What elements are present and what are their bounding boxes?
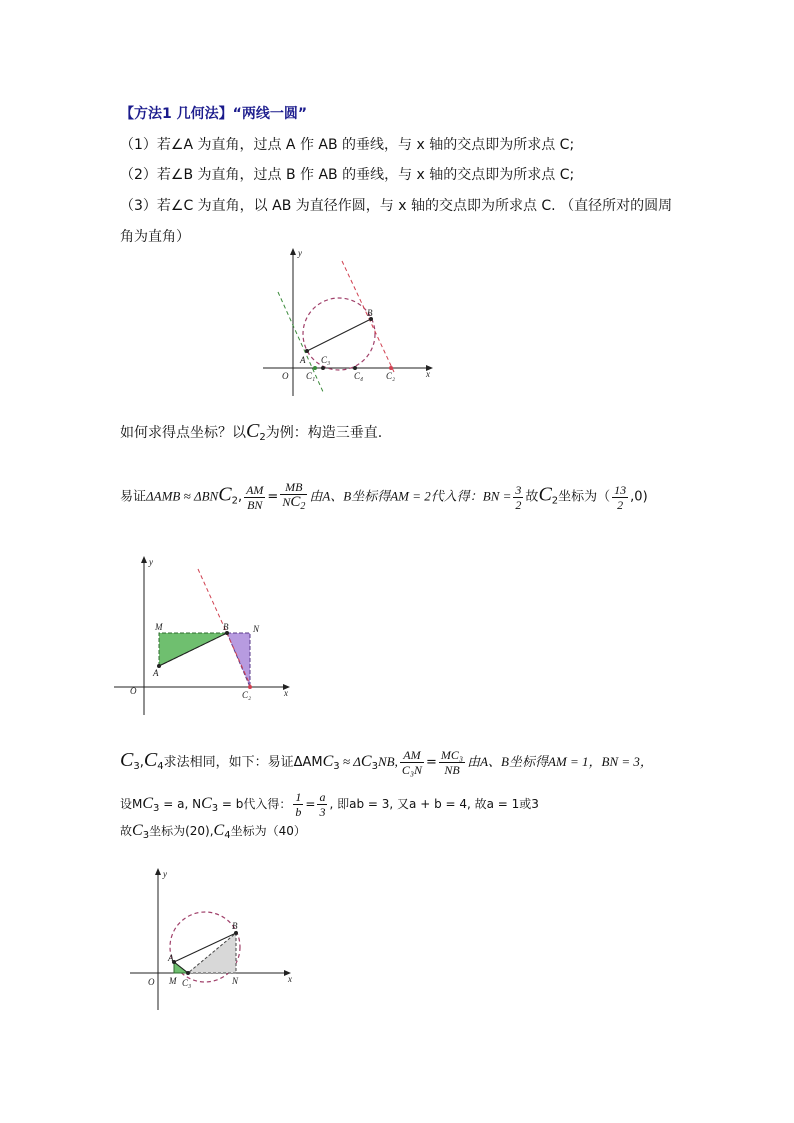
label-c3: C₃	[321, 355, 331, 365]
svg-text:M: M	[169, 976, 177, 986]
svg-text:C₃: C₃	[182, 978, 192, 988]
how-to-text: 如何求得点坐标？以	[120, 425, 246, 441]
proof-line-3: 设$MC_3 = a$, $NC_3 = b$代入得： $\frac{1}{b}$ = $\frac{a}{3}$ , 即ab = 3, 又a + b = 4, 故a = 1或3	[120, 790, 539, 819]
item-3-cont: 角为直角）	[120, 229, 190, 245]
section-heading: 【方法1 几何法】“两线一圆”	[120, 106, 308, 122]
svg-text:C₂: C₂	[242, 690, 252, 700]
svg-text:A: A	[153, 668, 159, 678]
svg-text:N: N	[232, 976, 239, 986]
point-c3	[321, 366, 325, 370]
svg-text:y: y	[163, 869, 167, 879]
svg-text:B: B	[223, 622, 229, 632]
point-c4	[353, 366, 357, 370]
conclusion-line: 故$C_3$坐标为$(20),C_4$坐标为（40）	[120, 822, 306, 841]
label-c2: C₂	[386, 371, 396, 381]
svg-text:x: x	[288, 974, 292, 984]
x-label: x	[426, 369, 430, 379]
svg-text:A: A	[168, 953, 174, 963]
svg-text:x: x	[284, 688, 288, 698]
item-1: （1）若∠A 为直角，过点 A 作 AB 的垂线，与 x 轴的交点即为所求点 C;	[120, 137, 575, 153]
how-to-line: 如何求得点坐标？以$C_2$为例：构造三垂直.	[120, 420, 383, 443]
item-3: （3）若∠C 为直角，以 AB 为直径作圆，与 x 轴的交点即为所求点 C. （直径所对的圆周	[120, 198, 673, 214]
svg-text:O: O	[130, 686, 137, 696]
label-c1: C₁	[306, 371, 316, 381]
svg-text:y: y	[149, 557, 153, 567]
point-c2	[389, 366, 393, 370]
svg-text:N: N	[253, 624, 260, 634]
point-c1	[313, 366, 317, 370]
triangle-bnc3	[188, 933, 236, 973]
segment-ab	[307, 319, 371, 351]
figure-three-perpendicular	[112, 553, 302, 718]
figure-c3	[128, 865, 303, 1013]
proof-line-1: 易证$\Delta AMB \approx \Delta BNC_2$, $\frac{AM}{BN}$ = $\frac{MB}{NC_2}$ 由A、B坐标得AM = 2代入得：BN = $\frac{3}{2}$ 故$C_2$坐标为（ $\frac{13}{2}$ ,0)	[120, 480, 648, 512]
svg-text:B: B	[232, 921, 238, 931]
label-a: A	[300, 355, 306, 365]
origin-label: O	[282, 371, 289, 381]
label-c4: C₄	[354, 371, 364, 381]
point-a	[305, 349, 309, 353]
y-arrow	[290, 248, 296, 255]
item-2: （2）若∠B 为直角，过点 B 作 AB 的垂线，与 x 轴的交点即为所求点 C;	[120, 167, 575, 183]
svg-text:M: M	[155, 622, 163, 632]
y-label: y	[298, 248, 302, 258]
figure-two-lines-one-circle	[258, 246, 438, 402]
label-b: B	[367, 308, 373, 318]
svg-text:O: O	[148, 977, 155, 987]
proof-line-2: $C_3,C_4$求法相同，如下：易证$\Delta AMC_3 \approx \Delta C_3NB$, $\frac{AM}{\text{C₃N}}$ = $\frac{\text{MC₃}}{NB}$ 由A、B坐标得AM = 1，BN = 3，	[120, 748, 653, 777]
